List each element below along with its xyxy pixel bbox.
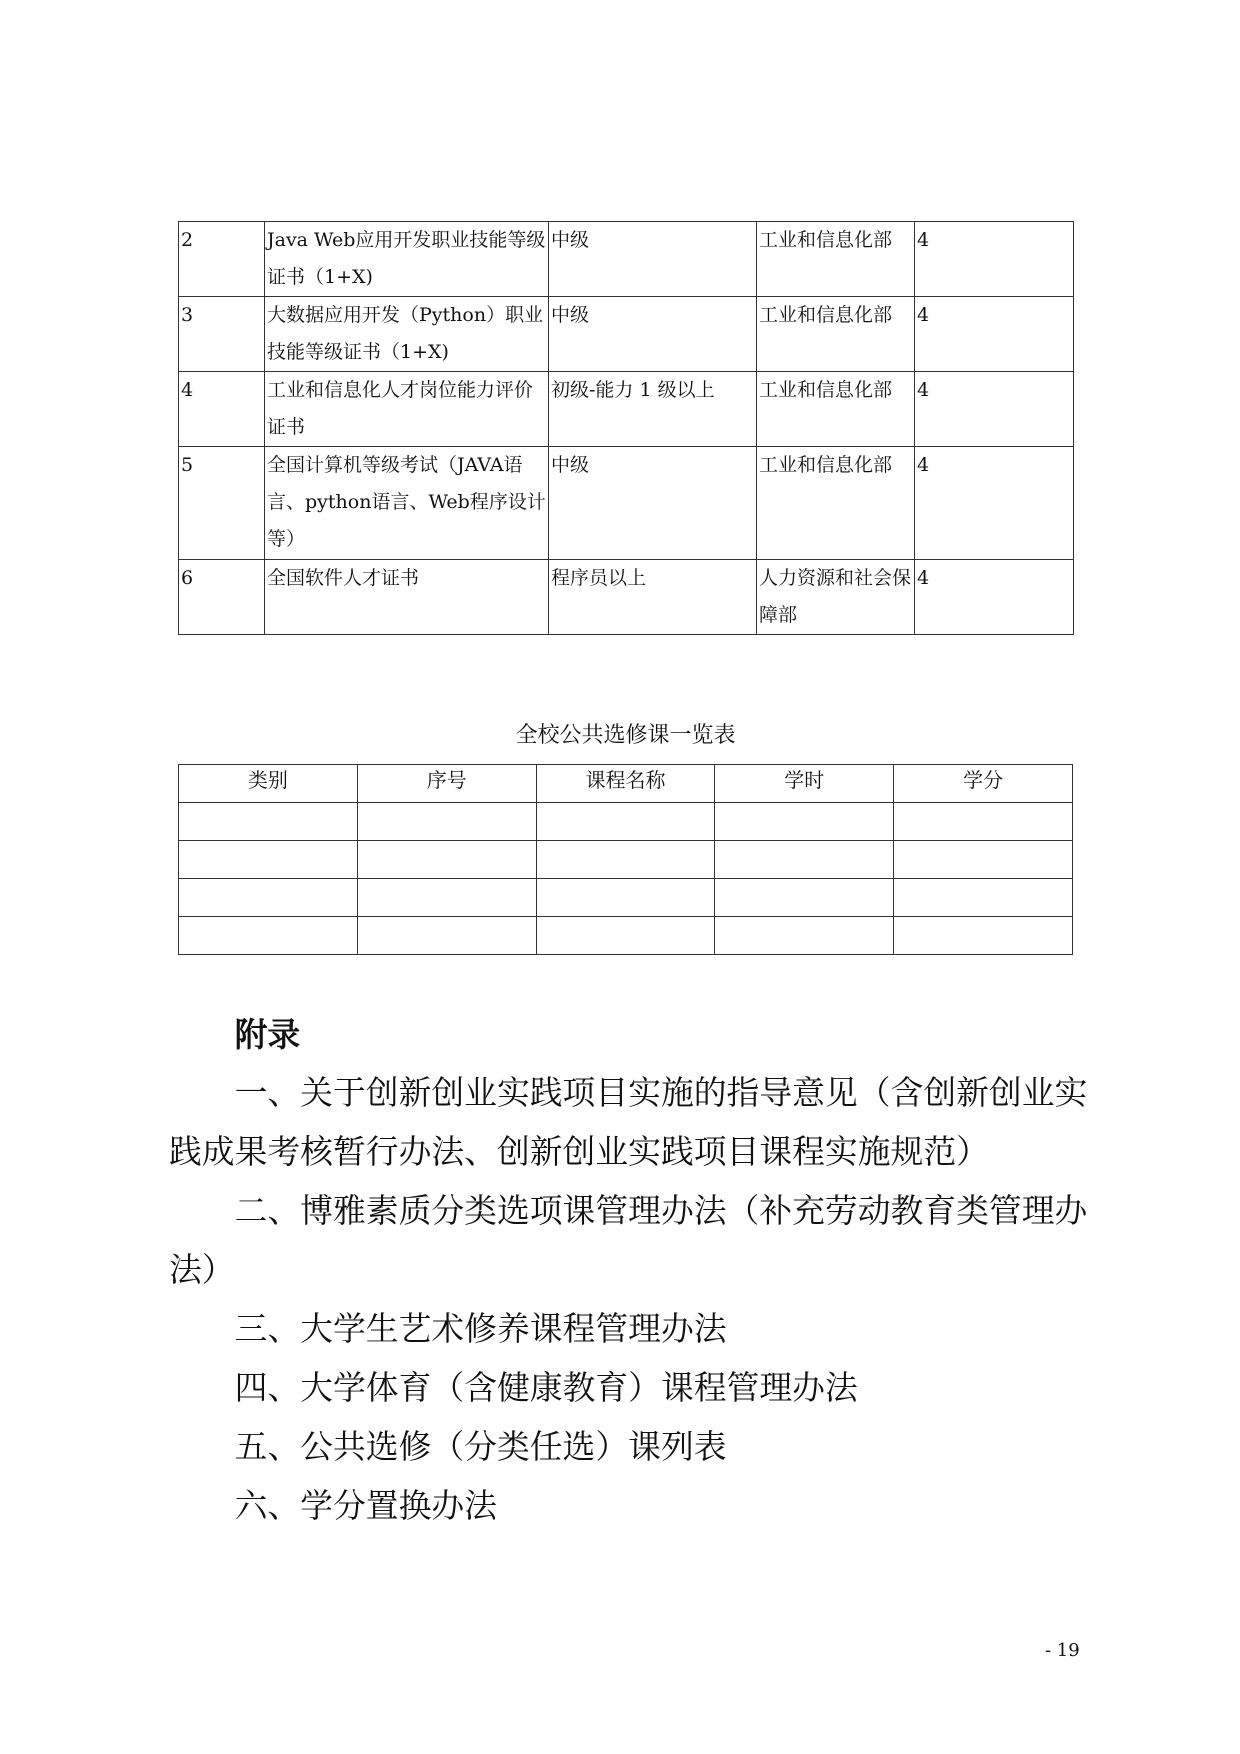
certificate-table bbox=[178, 221, 1074, 635]
appendix-title: 附录 bbox=[234, 1015, 301, 1054]
table-cell bbox=[179, 917, 358, 955]
table-cell bbox=[357, 841, 536, 879]
table-row bbox=[179, 372, 1074, 447]
appendix-section bbox=[169, 1005, 1094, 1536]
appendix-item: 四、大学体育（含健康教育）课程管理办法 bbox=[234, 1369, 858, 1407]
table-cell: 5 bbox=[179, 447, 265, 560]
table-cell: 4 bbox=[915, 447, 1074, 560]
table-row bbox=[179, 917, 1073, 955]
table-cell: 工业和信息化部 bbox=[757, 297, 915, 372]
table-cell bbox=[536, 879, 715, 917]
table-cell: Java Web应用开发职业技能等级证书（1+X) bbox=[265, 222, 549, 297]
table-cell: 工业和信息化部 bbox=[757, 222, 915, 297]
table-cell bbox=[357, 879, 536, 917]
table-cell bbox=[894, 841, 1073, 879]
table-cell: 中级 bbox=[549, 447, 757, 560]
table-cell: 工业和信息化部 bbox=[757, 372, 915, 447]
table-cell bbox=[715, 841, 894, 879]
table-cell: 4 bbox=[915, 560, 1074, 635]
table-cell bbox=[894, 917, 1073, 955]
table-cell bbox=[715, 879, 894, 917]
table-row bbox=[179, 297, 1074, 372]
table-cell bbox=[357, 917, 536, 955]
table-cell bbox=[715, 917, 894, 955]
table-row bbox=[179, 879, 1073, 917]
table-cell: 人力资源和社会保障部 bbox=[757, 560, 915, 635]
elective-course-table bbox=[178, 764, 1073, 955]
table-cell: 初级-能力 1 级以上 bbox=[549, 372, 757, 447]
appendix-item: 五、公共选修（分类任选）课列表 bbox=[234, 1428, 727, 1466]
table-cell: 4 bbox=[915, 297, 1074, 372]
column-header: 序号 bbox=[357, 765, 536, 803]
appendix-item: 二、博雅素质分类选项课管理办法（补充劳动教育类管理办法） bbox=[169, 1192, 1088, 1289]
table-cell: 中级 bbox=[549, 222, 757, 297]
table-cell: 程序员以上 bbox=[549, 560, 757, 635]
table-cell: 3 bbox=[179, 297, 265, 372]
column-header: 课程名称 bbox=[536, 765, 715, 803]
table-cell bbox=[179, 879, 358, 917]
table-cell bbox=[894, 879, 1073, 917]
table-row bbox=[179, 447, 1074, 560]
table-row bbox=[179, 841, 1073, 879]
table-cell bbox=[715, 803, 894, 841]
table-cell: 2 bbox=[179, 222, 265, 297]
course-table-caption: 全校公共选修课一览表 bbox=[515, 723, 736, 748]
table-cell bbox=[536, 917, 715, 955]
table-cell: 中级 bbox=[549, 297, 757, 372]
table-cell: 工业和信息化人才岗位能力评价证书 bbox=[265, 372, 549, 447]
table-cell bbox=[536, 803, 715, 841]
table-row bbox=[179, 560, 1074, 635]
table-row bbox=[179, 222, 1074, 297]
table-cell: 4 bbox=[915, 222, 1074, 297]
table-cell: 4 bbox=[915, 372, 1074, 447]
table-cell: 全国计算机等级考试（JAVA语言、python语言、Web程序设计等） bbox=[265, 447, 549, 560]
table-cell bbox=[536, 841, 715, 879]
table-cell: 大数据应用开发（Python）职业技能等级证书（1+X) bbox=[265, 297, 549, 372]
appendix-item: 一、关于创新创业实践项目实施的指导意见（含创新创业实践成果考核暂行办法、创新创业实践项目课程实施规范） bbox=[169, 1074, 1088, 1171]
table-cell: 6 bbox=[179, 560, 265, 635]
table-cell bbox=[357, 803, 536, 841]
column-header: 学分 bbox=[894, 765, 1073, 803]
appendix-item: 六、学分置换办法 bbox=[234, 1487, 497, 1525]
page-number: - 19 bbox=[1045, 1640, 1080, 1661]
table-cell bbox=[894, 803, 1073, 841]
column-header: 类别 bbox=[179, 765, 358, 803]
table-cell: 4 bbox=[179, 372, 265, 447]
table-row bbox=[179, 803, 1073, 841]
appendix-item: 三、大学生艺术修养课程管理办法 bbox=[234, 1310, 727, 1348]
table-cell bbox=[179, 803, 358, 841]
table-cell: 工业和信息化部 bbox=[757, 447, 915, 560]
table-cell: 全国软件人才证书 bbox=[265, 560, 549, 635]
table-cell bbox=[179, 841, 358, 879]
column-header: 学时 bbox=[715, 765, 894, 803]
